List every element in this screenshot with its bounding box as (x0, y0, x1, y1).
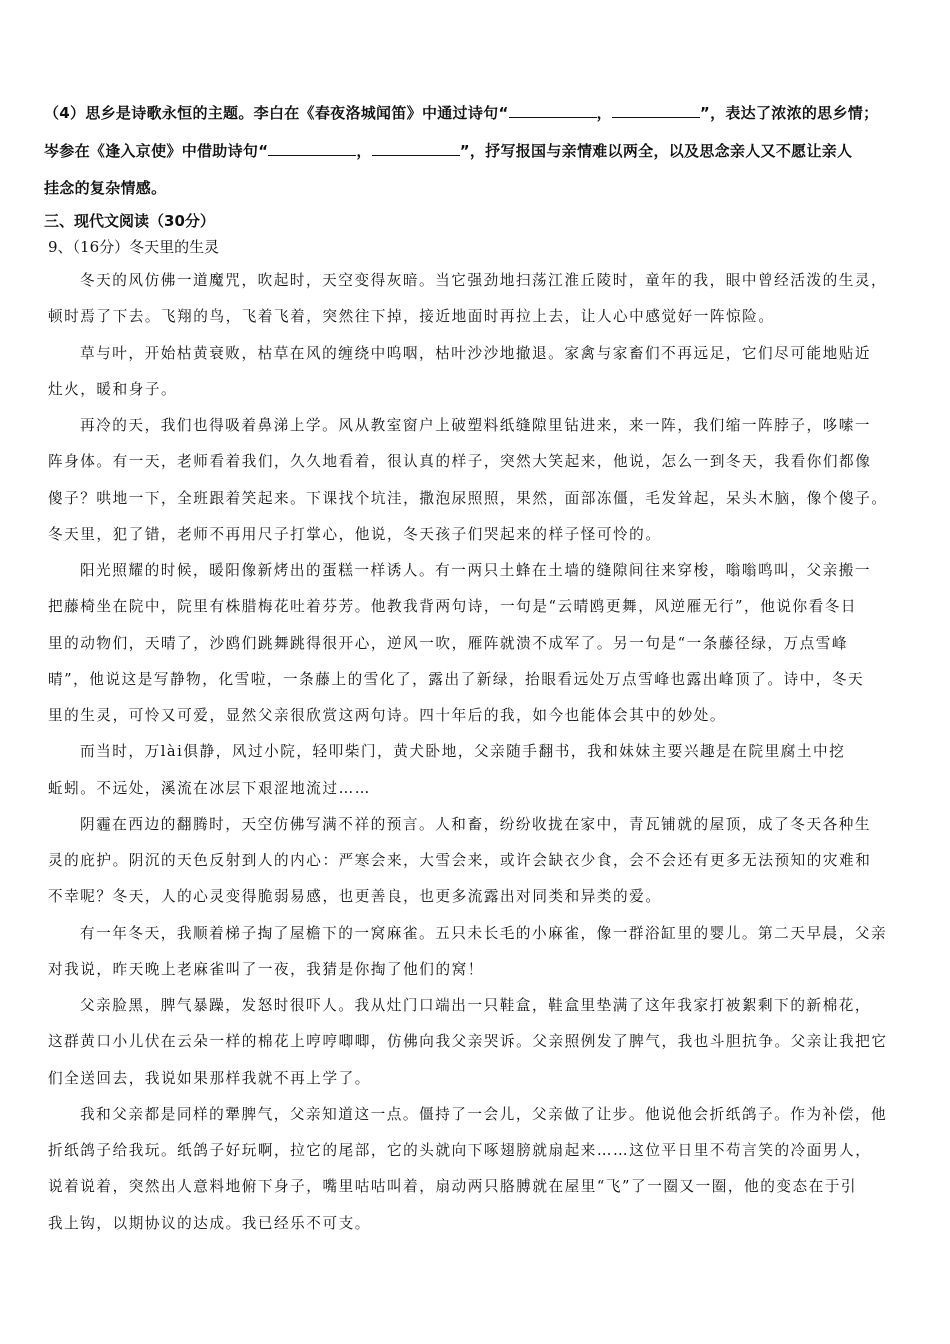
passage-line: 们全送回去，我说如果那样我就不再上学了。 (48, 1069, 371, 1087)
passage-line: 我和父亲都是同样的犟脾气，父亲知道这一点。僵持了一会儿，父亲做了让步。他说他会折纸鸽子。作为补偿，他 (80, 1105, 888, 1123)
passage-line: 不幸呢？冬天，人的心灵变得脆弱易感，也更善良，也更多流露出对同类和异类的爱。 (48, 888, 662, 906)
passage-line: 傻子？哄地一下，全班跟着笑起来。下课找个坑洼，撒泡尿照照，果然，面部冻僵，毛发耸起，呆头木脑，像个傻子。 (48, 489, 888, 507)
q4-comma-1: ， (596, 104, 612, 122)
passage-line: 阳光照耀的时候，暖阳像新烤出的蛋糕一样诱人。有一两只土蜂在土墙的缝隙间往来穿梭，嗡嗡鸣叫，父亲搬一 (80, 562, 872, 579)
passage-line: 而当时，万lài俱静，风过小院，轻叩柴门，黄犬卧地，父亲随手翻书，我和妹妹主要兴趣是在院里腐土中挖 (80, 743, 846, 761)
q4-text-1a: （4）思乡是诗歌永恒的主题。李白在《春夜洛城闻笛》中通过诗句“ (44, 104, 509, 122)
answer-blank-2[interactable] (612, 102, 700, 118)
q4-line-1 (44, 102, 910, 123)
passage-line: 再冷的天，我们也得吸着鼻涕上学。风从教室窗户上破塑料纸缝隙里钻进来，来一阵，我们缩一阵脖子，哆嗦一 (80, 417, 872, 434)
passage-line: 蚯蚓。不远处，溪流在冰层下艰涩地流过…… (48, 779, 371, 797)
passage-line: 草与叶，开始枯黄衰败，枯草在风的缠绕中呜咽，枯叶沙沙地撤退。家禽与家畜们不再远足，它们尽可能地贴近 (80, 344, 872, 362)
passage-line: 阴霾在西边的翻腾时，天空仿佛写满不祥的预言。人和畜，纷纷收拢在家中，青瓦铺就的屋顶，成了冬天各种生 (80, 815, 872, 833)
passage-line: 对我说，昨天晚上老麻雀叫了一夜，我猜是你掏了他们的窝！ (48, 960, 484, 978)
passage-line: 灶火，暖和身子。 (48, 380, 178, 398)
section-title: 三、现代文阅读（30分） (44, 212, 215, 230)
q4-line-2 (44, 140, 910, 161)
passage-line: 折纸鸽子给我玩。纸鸽子好玩啊，拉它的尾部，它的头就向下啄翅膀就扇起来……这位平日里不苟言笑的冷面男人， (48, 1142, 872, 1159)
q4-comma-2: ， (356, 142, 372, 160)
passage-line: 这群黄口小儿伏在云朵一样的棉花上哼哼唧唧，仿佛向我父亲哭诉。父亲照例发了脾气，我也斗胆抗争。父亲让我把它 (48, 1033, 888, 1051)
passage-line: 里的生灵，可怜又可爱，显然父亲很欣赏这两句诗。四十年后的我，如今也能体会其中的妙处。 (48, 707, 727, 724)
answer-blank-3[interactable] (268, 140, 356, 156)
passage-line: 我上钩，以期协议的达成。我已经乐不可支。 (48, 1214, 371, 1232)
passage-line: 顿时焉了下去。飞翔的鸟，飞着飞着，突然往下掉，接近地面时再拉上去，让人心中感觉好一阵惊险。 (48, 308, 775, 326)
passage-line: 说着说着，突然出人意料地俯下身子，嘴里咕咕叫着，扇动两只胳膊就在屋里“飞”了一圈又一圈，他的变态在于引 (48, 1178, 858, 1196)
passage-line: 冬天的风仿佛一道魔咒，吹起时，天空变得灰暗。当它强劲地扫荡江淮丘陵时，童年的我，眼中曾经活泼的生灵， (80, 272, 888, 289)
passage-line: 把藤椅坐在院中，院里有株腊梅花吐着芬芳。他教我背两句诗，一句是“云晴鸥更舞，风逆雁无行”，他说你看冬日 (48, 598, 858, 616)
answer-blank-4[interactable] (372, 140, 460, 156)
question-9-label: 9、（16分）冬天里的生灵 (48, 238, 220, 256)
passage-line: 里的动物们，天晴了，沙鸥们跳舞跳得很开心，逆风一吹，雁阵就溃不成军了。另一句是“一条藤径绿，万点雪峰 (48, 634, 849, 652)
q4-text-1b: ”，表达了浓浓的思乡情； (699, 104, 879, 122)
answer-blank-1[interactable] (509, 102, 597, 118)
passage-line: 晴”，他说这是写静物，化雪啦，一条藤上的雪化了，露出了新绿，抬眼看远处万点雪峰也露出峰顶了。诗中，冬天 (48, 670, 865, 688)
q4-text-2b: ”，抒写报国与亲情难以两全，以及思念亲人又不愿让亲人 (459, 142, 853, 160)
reading-passage (48, 263, 908, 1242)
passage-line: 有一年冬天，我顺着梯子掏了屋檐下的一窝麻雀。五只未长毛的小麻雀，像一群浴缸里的婴儿。第二天早晨，父亲 (80, 924, 888, 942)
passage-line: 阵身体。有一天，老师看着我们，久久地看着，很认真的样子，突然大笑起来，他说，怎么一到冬天，我看你们都像 (48, 453, 872, 471)
q4-text-2a: 岑参在《逢入京使》中借助诗句“ (44, 142, 269, 160)
q4-line-3: 挂念的复杂情感。 (44, 179, 167, 197)
passage-line: 父亲脸黑，脾气暴躁，发怒时很吓人。我从灶门口端出一只鞋盒，鞋盒里垫满了这年我家打被絮剩下的新棉花， (80, 997, 872, 1014)
passage-line: 冬天里，犯了错，老师不再用尺子打掌心，他说，冬天孩子们哭起来的样子怪可怜的。 (48, 525, 662, 543)
passage-line: 灵的庇护。阴沉的天色反射到人的内心：严寒会来，大雪会来，或许会缺衣少食，会不会还有更多无法预知的灾难和 (48, 852, 872, 869)
